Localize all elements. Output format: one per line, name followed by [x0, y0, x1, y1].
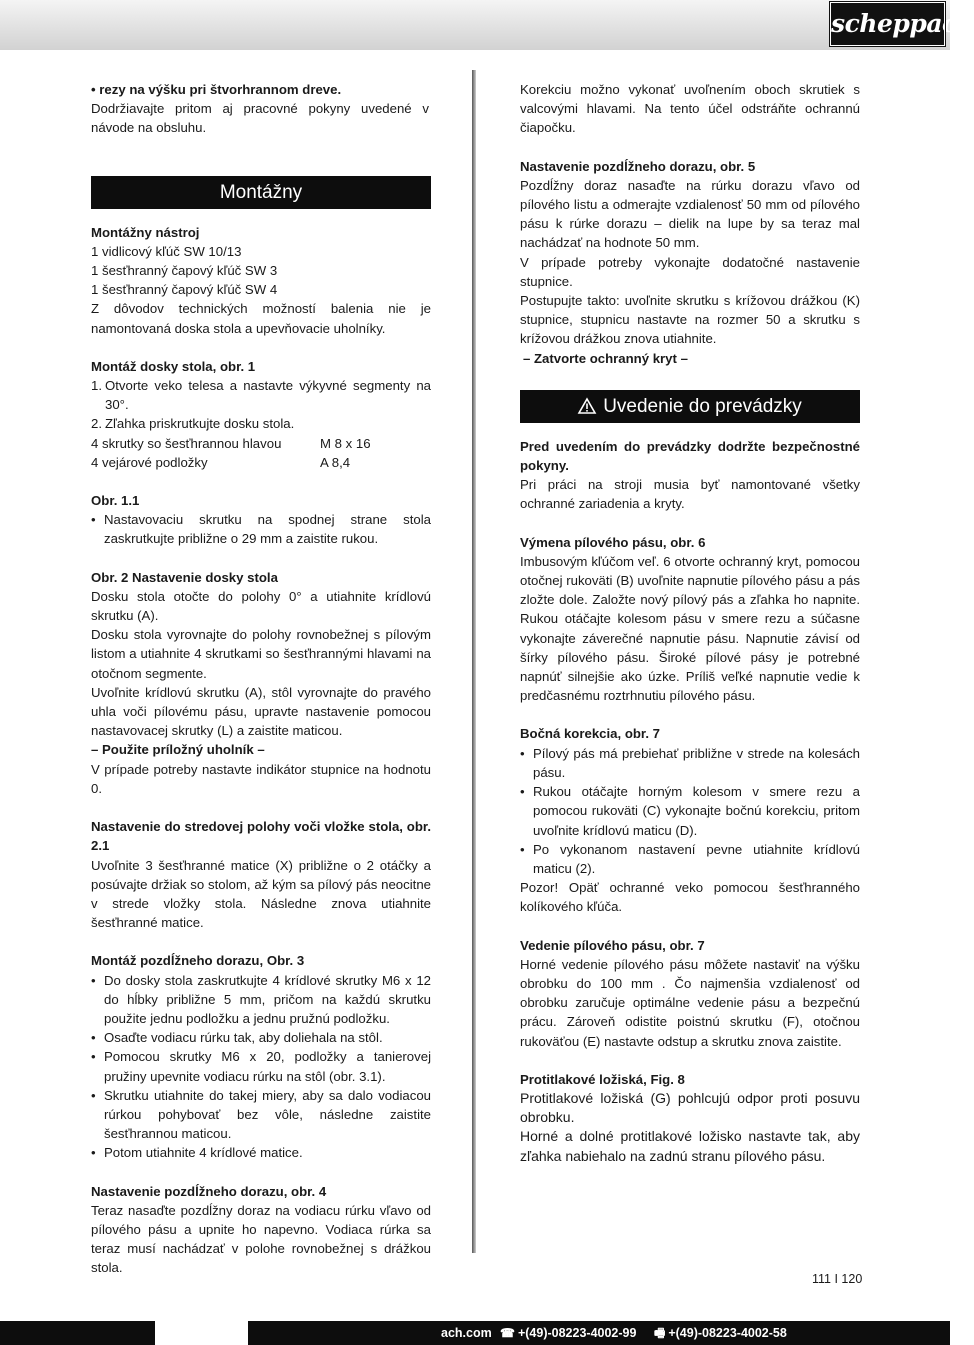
tools-note: Z dôvodov technických možností balenia nie je namontovaná doska stola a upevňovacie uholníky.: [91, 301, 431, 336]
header-band: [0, 0, 950, 50]
list-item: • Rukou otáčajte horným kolesom v smere rezu a pomocou rukoväti (C) vykonajte bočnú korekciu, pritom uvoľnite krídlovú maticu (D).: [520, 782, 860, 840]
part-label: 4 vejárové podložky: [91, 454, 208, 470]
footer-blank: [155, 1321, 248, 1345]
thrust-heading: Protitlakové ložiská, Fig. 8: [520, 1071, 685, 1087]
paragraph: Pozdĺžny doraz nasaďte na rúrku dorazu vľavo od pílového listu a odmerajte vzdialenosť 50 mm od pílového pásu k rúrke dorazu – dielik na lupe by sa teraz mal nachádzať na hodnote 50 mm.: [520, 177, 860, 251]
step-number: 1.: [91, 378, 102, 394]
section-title-text: Uvedenie do prevádzky: [603, 395, 802, 417]
part-value: A 8,4: [320, 454, 351, 470]
paragraph: Korekciu možno vykonať uvoľnením oboch skrutiek s valcovými hlavami. Na tento účel odstráňte ochrannú čiapočku.: [520, 82, 860, 136]
paragraph: V prípade potreby nastavte indikátor stupnice na hodnotu 0.: [91, 761, 431, 796]
list-item: • Nastavovaciu skrutku na spodnej strane stola zaskrutkujte približne o 29 mm a zaistite rukou.: [91, 510, 431, 548]
part-value: M 8 x 16: [320, 435, 371, 451]
left-column: [91, 80, 431, 1278]
parts-row: [91, 434, 431, 453]
paragraph: Postupujte takto: uvoľnite skrutku s krížovou drážkou (K) stupnice, stupnicu nastavte na rozmer 50 a skrutku s krížovou drážkou znova utiahnite.: [520, 293, 860, 347]
tool-item: 1 šesťhranný čapový kľúč SW 4: [91, 282, 278, 298]
center-heading: Nastavenie do stredovej polohy voči vložke stola, obr. 2.1: [91, 819, 431, 854]
step-item: [91, 414, 431, 433]
fence5-heading: Nastavenie pozdĺžneho dorazu, obr. 5: [520, 158, 756, 174]
paragraph: Horné vedenie pílového pásu môžete nastaviť na výšku obrobku do 100 mm . Čo najmenšia vzdialenosť od obrobku zaručuje optimálne vedenie pásu a bezpečnú prácu. Zároveň odistite poistnú skrutku (F), otočnou rukoväťou (E) nastavte odstup a skrutku znova zaistite.: [520, 956, 860, 1049]
right-column: [520, 80, 860, 1166]
phone-icon: ☎: [500, 1326, 515, 1340]
startup-warning: Pred uvedením do prevádzky dodržte bezpečnostné pokyny.: [520, 438, 860, 474]
footer-phone: [500, 1321, 636, 1345]
parts-row: [91, 453, 431, 472]
list-item: • Do dosky stola zaskrutkujte 4 krídlové skrutky M6 x 12 do hĺbky približne 5 mm, pričom na každú skrutku použite jednu podložku a jednu pružnú podložku.: [91, 971, 431, 1029]
intro-bullet: • rezy na výšku pri štvorhrannom dreve.: [91, 82, 342, 97]
fax-icon: 🖷: [654, 1326, 666, 1340]
list-item: • Pílový pás má prebiehať približne v strede na kolesách pásu.: [520, 744, 860, 782]
paragraph: Horné a dolné protitlakové ložisko nastavte tak, aby zľahka nabiehalo na zadnú stranu pílového pásu.: [520, 1128, 860, 1164]
table-heading: Montáž dosky stola, obr. 1: [91, 358, 256, 374]
part-label: 4 skrutky so šesťhrannou hlavou: [91, 435, 282, 451]
phone-number: +(49)-08223-4002-99: [517, 1326, 637, 1340]
section-title-startup: [520, 390, 860, 423]
brand-logo: scheppach: [830, 2, 945, 46]
list-item: • Potom utiahnite 4 krídlové matice.: [91, 1143, 431, 1162]
paragraph: Protitlakové ložiská (G) pohlcujú odpor proti posuvu obrobku.: [520, 1089, 860, 1126]
guide-heading: Vedenie pílového pásu, obr. 7: [520, 937, 705, 953]
step-item: [91, 376, 431, 414]
step-text: Zľahka priskrutkujte dosku stola.: [105, 416, 295, 432]
tools-heading: Montážny nástroj: [91, 224, 200, 240]
paragraph: Dosku stola otočte do polohy 0° a utiahnite krídlovú skrutku (A).: [91, 588, 431, 624]
fence4-heading: Nastavenie pozdĺžneho dorazu, obr. 4: [91, 1183, 327, 1199]
step-text: Otvorte veko telesa a nastavte výkyvné segmenty na 30°.: [105, 378, 431, 413]
paragraph: Imbusovým kľúčom veľ. 6 otvorte ochranný kryt, pomocou otočnej rukoväti (B) uvoľnite napnutie pílového pásu a pás zložte dole. Založte nový pílový pás a zľahka ho napnite. Rukou otáčajte kolesom pásu v smere rezu a súčasne vykonajte záverečné napnutie pásu. Napnutie závisí od šírky pílového pásu. Široké pílové pásy je potrebné napnúť silnejšie ako úzke. Príliš veľké napnutie vedie k predčasnému roztrhnutiu pílového pásu.: [520, 553, 860, 704]
paragraph: Pozor! Opäť ochranné veko pomocou šesťhranného kolíkového kľúča.: [520, 880, 860, 915]
paragraph: Uvoľnite krídlovú skrutku (A), stôl vyrovnajte do pravého uhla voči pílovému pásu, upravte nastavenie pomocou nastavovacej skrutky (L) a zaistite maticou.: [91, 684, 431, 739]
note-bold: – Použite príložný uholník –: [91, 742, 265, 758]
paragraph: Uvoľnite 3 šesťhranné matice (X) približne o 2 otáčky a posúvajte držiak so stolom, až kým sa pílový pás neocitne v strede vložky stola. Následne znova utiahnite šesťhranné matice.: [91, 857, 431, 931]
paragraph: V prípade potreby vykonajte dodatočné nastavenie stupnice.: [520, 254, 860, 289]
column-divider: [472, 70, 476, 1253]
fence3-heading: Montáž pozdĺžneho dorazu, Obr. 3: [91, 953, 305, 969]
blade-heading: Výmena pílového pásu, obr. 6: [520, 534, 706, 550]
note-bold: – Zatvorte ochranný kryt –: [523, 350, 688, 366]
fig2-heading: Obr. 2 Nastavenie dosky stola: [91, 569, 278, 585]
footer-website: ach.com: [441, 1326, 492, 1340]
paragraph: Teraz nasaďte pozdĺžny doraz na vodiacu rúrku vľavo od pílového pásu a upnite ho napevno. Vodiaca rúrka sa teraz musí nachádzať v polohe rovnobežnej s drážkou stola.: [91, 1202, 431, 1276]
warning-icon: [578, 398, 596, 414]
paragraph: Pri práci na stroji musia byť namontované všetky ochranné zariadenia a kryty.: [520, 477, 860, 512]
tool-item: 1 šesťhranný čapový kľúč SW 3: [91, 263, 278, 279]
list-item: • Skrutku utiahnite do takej miery, aby sa dalo vodiacou rúrkou pohybovať bez vôle, následne zaistite šesťhrannou maticou.: [91, 1086, 431, 1144]
step-number: 2.: [91, 416, 102, 432]
footer-fax: [654, 1321, 787, 1345]
footer-bar: [0, 1321, 950, 1345]
fig11-heading: Obr. 1.1: [91, 493, 140, 509]
list-item: • Po vykonanom nastavení pevne utiahnite krídlovú maticu (2).: [520, 840, 860, 878]
side-heading: Bočná korekcia, obr. 7: [520, 726, 660, 742]
tool-item: 1 vidlicový kľúč SW 10/13: [91, 243, 242, 259]
fax-number: +(49)-08223-4002-58: [668, 1326, 787, 1340]
list-item: • Pomocou skrutky M6 x 20, podložky a tanierovej pružiny upevnite vodiacu rúrku na stôl (obr. 3.1).: [91, 1047, 431, 1085]
intro-paragraph: Dodržiavajte pritom aj pracovné pokyny uvedené v návode na obsluhu.: [91, 101, 429, 136]
section-title-assembly: Montážny: [91, 176, 431, 209]
paragraph: Dosku stola vyrovnajte do polohy rovnobežnej s pílovým listom a utiahnite 4 skrutkami so šesťhrannými hlavami na otočnom segmente.: [91, 627, 431, 681]
list-item: • Osaďte vodiacu rúrku tak, aby doliehala na stôl.: [91, 1028, 431, 1047]
page-number: 111 I 120: [812, 1272, 863, 1286]
